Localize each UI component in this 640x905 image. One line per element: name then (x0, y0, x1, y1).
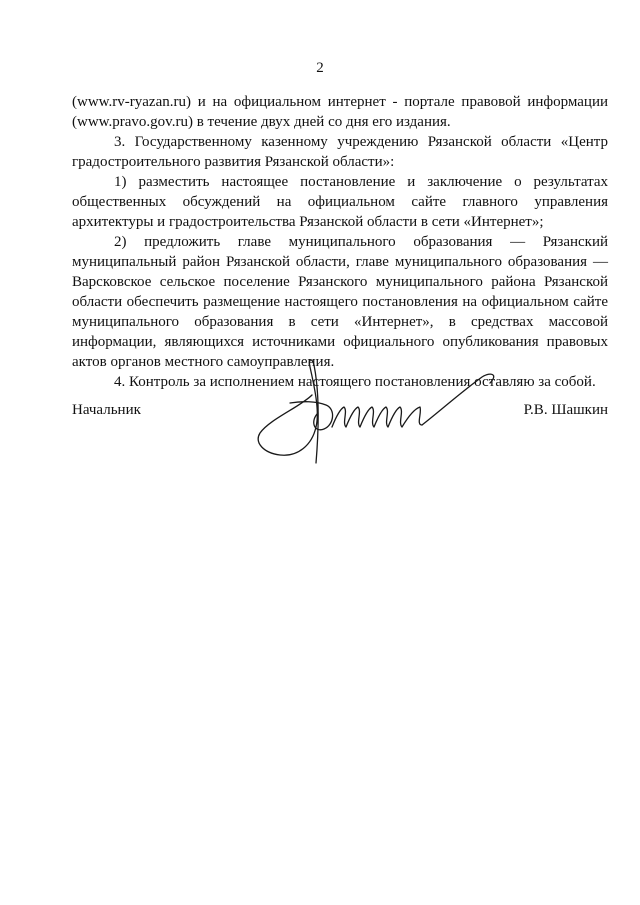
signer-name: Р.В. Шашкин (523, 402, 608, 418)
handwritten-signature (250, 355, 510, 465)
signer-position: Начальник (72, 402, 141, 418)
paragraph-publication: (www.rv-ryazan.ru) и на официальном интернет - портале правовой информации (www.pravo.gov.ru) в течение двух дней со дня его издания. (72, 94, 608, 130)
document-body (72, 92, 608, 392)
paragraph-item-4: 4. Контроль за исполнением настоящего постановления оставляю за собой. (114, 374, 596, 390)
page-number: 2 (316, 60, 324, 76)
paragraph-subitem-1: 1) разместить настоящее постановление и заключение о результатах общественных обсуждений на официальном сайте главного управления архитектуры и градостроительства Рязанской области в сети «Интернет»; (72, 174, 608, 230)
paragraph-item-3: 3. Государственному казенному учреждению Рязанской области «Центр градостроительного развития Рязанской области»: (72, 134, 608, 170)
paragraph-subitem-2: 2) предложить главе муниципального образования — Рязанский муниципальный район Рязанской области, главе муниципального образования — Варсковское сельское поселение Рязанского муниципального района Рязанской области обеспечить размещение настоящего постановления на официальном сайте муниципального образования в сети «Интернет», в средствах массовой информации, являющихся источниками официального опубликования правовых актов органов местного самоуправления. (72, 234, 608, 370)
